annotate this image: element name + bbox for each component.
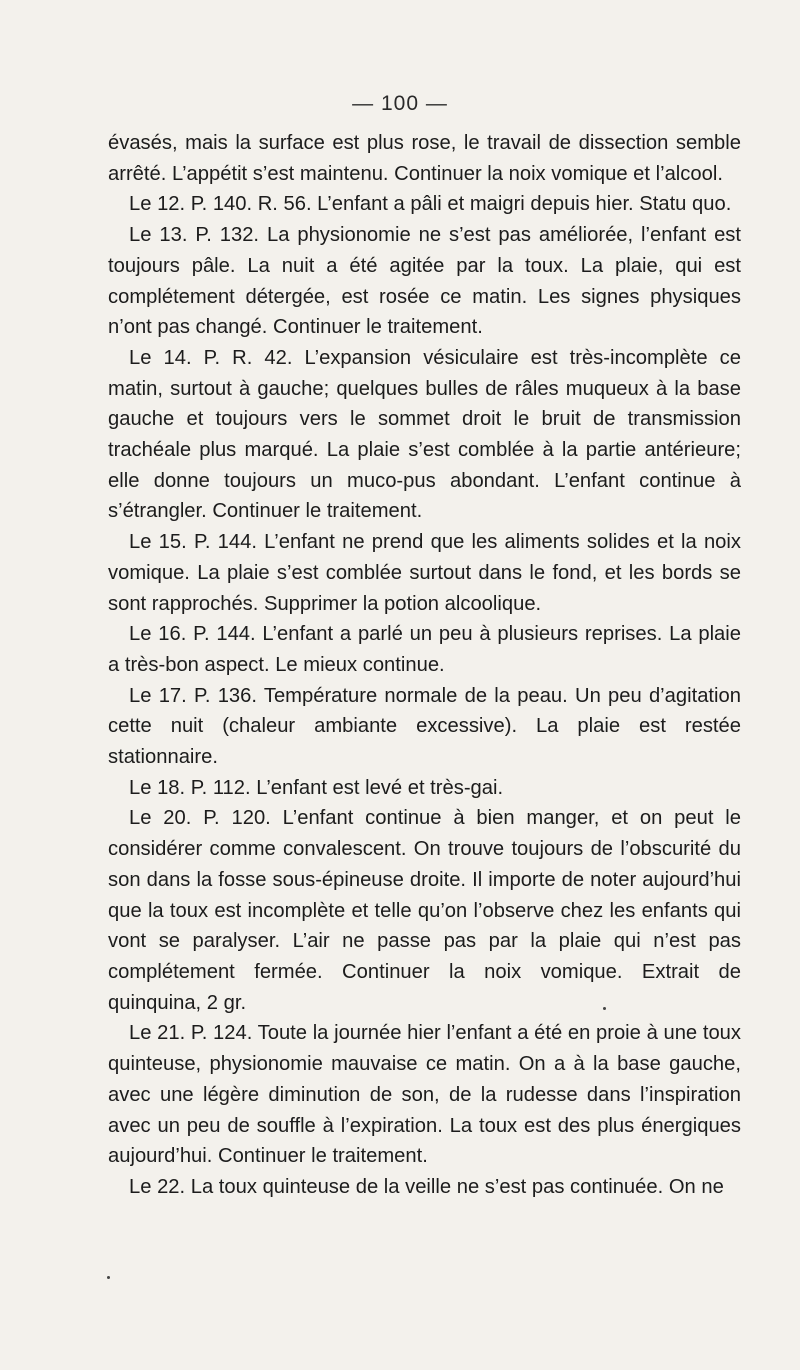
paragraph-day-16: Le 16. P. 144. L’enfant a parlé un peu à plusieurs reprises. La plaie a très-bon aspect. Le mieux continue. — [108, 623, 741, 676]
ink-speck — [603, 1007, 606, 1010]
body-text — [108, 128, 741, 1203]
ink-speck — [107, 1276, 110, 1279]
paragraph-day-12: Le 12. P. 140. R. 56. L’enfant a pâli et maigri depuis hier. Statu quo. — [129, 193, 732, 216]
paragraph-day-14: Le 14. P. R. 42. L’expansion vésiculaire est très-incomplète ce matin, surtout à gauche; quelques bulles de râles muqueux à la base gauche et toujours vers le sommet droit le bruit de transmission trachéale plus marqué. La plaie s’est comblée à la partie antérieure; elle donne toujours un muco-pus abondant. L’enfant continue à s’étrangler. Continuer le traitement. — [108, 346, 741, 523]
paragraph-day-20: Le 20. P. 120. L’enfant continue à bien manger, et on peut le considérer comme convalescent. On trouve toujours de l’obscurité du son dans la fosse sous-épineuse droite. Il importe de noter aujourd’hui que la toux est incomplète et telle qu’on l’observe chez les enfants qui vont se paralyser. L’air ne passe pas par la plaie qui n’est pas complétement fermée. Continuer la noix vomique. Extrait de quinquina, 2 gr. — [108, 807, 741, 1014]
paragraph-day-17: Le 17. P. 136. Température normale de la peau. Un peu d’agitation cette nuit (chaleur ambiante excessive). La plaie est restée stationnaire. — [108, 684, 741, 769]
paragraph-day-21: Le 21. P. 124. Toute la journée hier l’enfant a été en proie à une toux quinteuse, physionomie mauvaise ce matin. On a à la base gauche, avec une légère diminution de son, de la rudesse dans l’inspiration avec un peu de souffle à l’expiration. La toux est des plus énergiques aujourd’hui. Continuer le traitement. — [108, 1022, 741, 1168]
paragraph-day-18: Le 18. P. 112. L’enfant est levé et très-gai. — [129, 776, 504, 799]
paragraph-day-22: Le 22. La toux quinteuse de la veille ne s’est pas continuée. On ne — [129, 1175, 724, 1198]
paragraph-day-13: Le 13. P. 132. La physionomie ne s’est pas améliorée, l’enfant est toujours pâle. La nuit a été agitée par la toux. La plaie, qui est complétement détergée, est rosée ce matin. Les signes physiques n’ont pas changé. Continuer le traitement. — [108, 224, 741, 339]
paragraph-day-15: Le 15. P. 144. L’enfant ne prend que les aliments solides et la noix vomique. La plaie s’est comblée surtout dans le fond, et les bords se sont rapprochés. Supprimer la potion alcoolique. — [108, 531, 741, 615]
paragraph-continued: évasés, mais la surface est plus rose, le travail de dissection semble arrêté. L’appétit s’est maintenu. Continuer la noix vomique et l’alcool. — [108, 132, 741, 185]
page-number: — 100 — — [352, 92, 448, 115]
